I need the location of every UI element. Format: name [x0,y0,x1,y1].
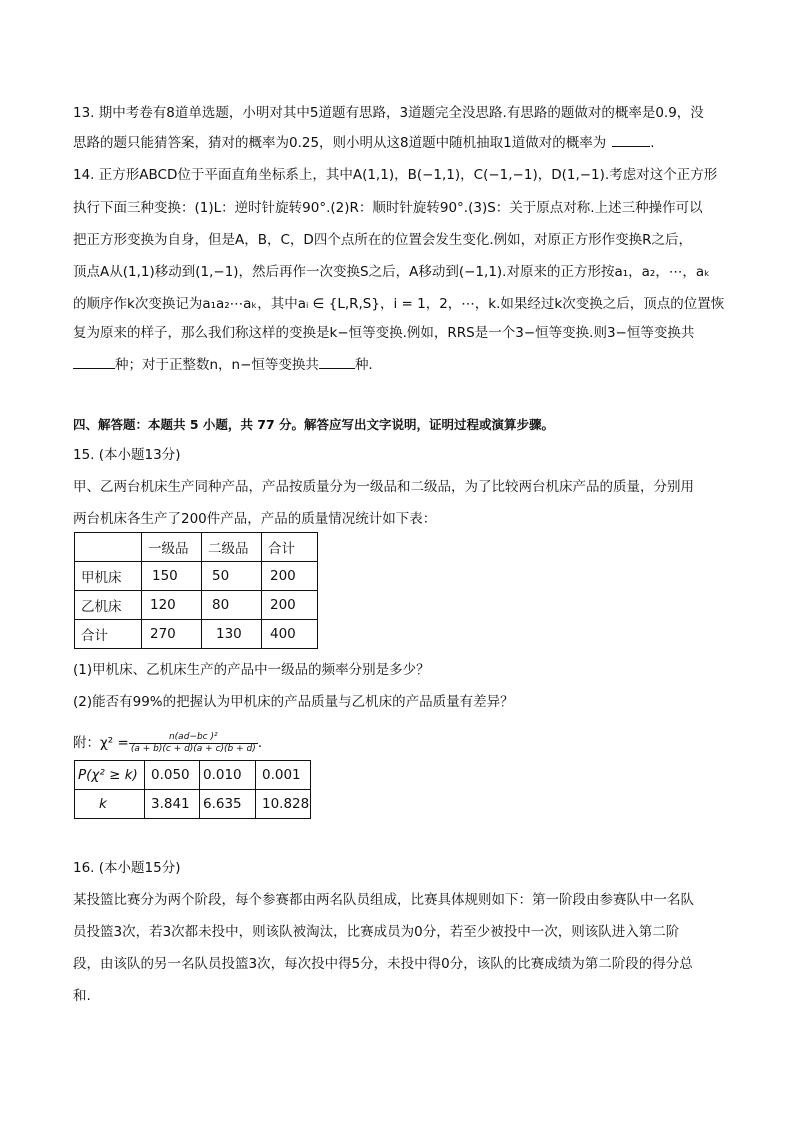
table-row [75,790,311,819]
table-cell: 200 [262,562,318,591]
q14-answer-blank-2 [319,368,355,369]
table-cell: 0.010 [200,761,256,790]
table-cell: 0.001 [256,761,311,790]
table-row [75,591,318,620]
table-row [75,562,318,591]
q14-line-6: 复为原来的样子，那么我们称这样的变换是k−恒等变换.例如，RRS是一个3−恒等变换.则3−恒等变换共 [73,325,695,341]
table-cell: 合计 [75,620,142,649]
table-cell: 120 [142,591,202,620]
table-row [75,533,318,562]
table-cell: k [75,790,145,819]
formula-fraction [129,732,258,755]
q13-line-1: 13. 期中考卷有8道单选题，小明对其中5道题有思路，3道题完全没思路.有思路的题做对的概率是0.9，没 [73,105,704,121]
q13-end: . [650,135,655,151]
q14-line-4: 顶点A从(1,1)移动到(1,−1)，然后再作一次变换S之后，A移动到(−1,1).对原来的正方形按a₁，a₂，⋯，aₖ [73,264,710,280]
q14-line-3: 把正方形变换为自身，但是A，B，C，D四个点所在的位置会发生变化.例如，对原正方形作变换R之后， [73,232,692,248]
q13-text: 思路的题只能猜答案，猜对的概率为0.25，则小明从这8道题中随机抽取1道做对的概率为 [73,135,607,151]
q15-line-1: 甲、乙两台机床生产同种产品，产品按质量分为一级品和二级品，为了比较两台机床产品的质量，分别用 [73,479,694,495]
table-cell: 50 [202,562,262,591]
q14-answer-blank-1 [73,368,115,369]
table-cell: 甲机床 [75,562,142,591]
table-cell: P(χ² ≥ k) [75,761,145,790]
q13-answer-blank [612,146,650,147]
q16-line-1: 某投篮比赛分为两个阶段，每个参赛都由两名队员组成，比赛具体规则如下：第一阶段由参赛队中一名队 [73,892,694,908]
table-cell: 0.050 [145,761,200,790]
table-header-cell: 一级品 [142,533,202,562]
reference-table [74,760,311,819]
quality-table [74,532,318,649]
q13-line-2 [73,133,655,153]
section-heading: 四、解答题：本题共 5 小题，共 77 分。解答应写出文字说明，证明过程或演算步骤。 [73,417,555,432]
table-cell: 200 [262,591,318,620]
table-row [75,761,311,790]
q14-line-7 [73,355,373,375]
table-cell: 150 [142,562,202,591]
table-header-cell [75,533,142,562]
table-cell: 乙机床 [75,591,142,620]
formula-numerator: n(ad−bc )² [129,732,258,744]
q16-line-2: 员投篮3次，若3次都未投中，则该队被淘汰，比赛成员为0分，若至少被投中一次，则该队进入第二阶 [73,924,680,940]
q16-title: 16. (本小题15分) [73,860,181,876]
table-cell: 6.635 [200,790,256,819]
table-header-cell: 合计 [262,533,318,562]
table-cell: 400 [262,620,318,649]
table-cell: 130 [202,620,262,649]
q15-sub-2: (2)能否有99%的把握认为甲机床的产品质量与乙机床的产品质量有差异？ [73,694,514,710]
q15-title: 15. (本小题13分) [73,447,181,463]
q14-text-b: 种. [354,357,373,373]
q14-line-5: 的顺序作k次变换记为a₁a₂⋯aₖ，其中aᵢ ∈ {L,R,S}，i = 1，2，⋯，k.如果经过k次变换之后，顶点的位置恢 [73,296,725,312]
q14-line-1: 14. 正方形ABCD位于平面直角坐标系上，其中A(1,1)，B(−1,1)，C(−1,−1)，D(1,−1).考虑对这个正方形 [73,167,718,183]
q16-line-4: 和. [73,988,91,1004]
table-header-cell: 二级品 [202,533,262,562]
q15-line-2: 两台机床各生产了200件产品，产品的质量情况统计如下表： [73,511,437,527]
table-cell: 80 [202,591,262,620]
chi-square-formula [73,728,262,758]
table-row [75,620,318,649]
table-cell: 270 [142,620,202,649]
formula-suffix: . [257,735,263,751]
q16-line-3: 段，由该队的另一名队员投篮3次，每次投中得5分，未投中得0分，该队的比赛成绩为第二阶段的得分总 [73,956,693,972]
formula-denominator: (a + b)(c + d)(a + c)(b + d) [130,743,256,754]
q14-text-a: 种；对于正整数n，n−恒等变换共 [115,357,319,373]
formula-prefix: 附：χ² = [73,735,129,751]
q15-sub-1: (1)甲机床、乙机床生产的产品中一级品的频率分别是多少？ [73,662,430,678]
table-cell: 10.828 [256,790,311,819]
q14-line-2: 执行下面三种变换：(1)L：逆时针旋转90°.(2)R：顺时针旋转90°.(3)S：关于原点对称.上述三种操作可以 [73,200,703,216]
table-cell: 3.841 [145,790,200,819]
